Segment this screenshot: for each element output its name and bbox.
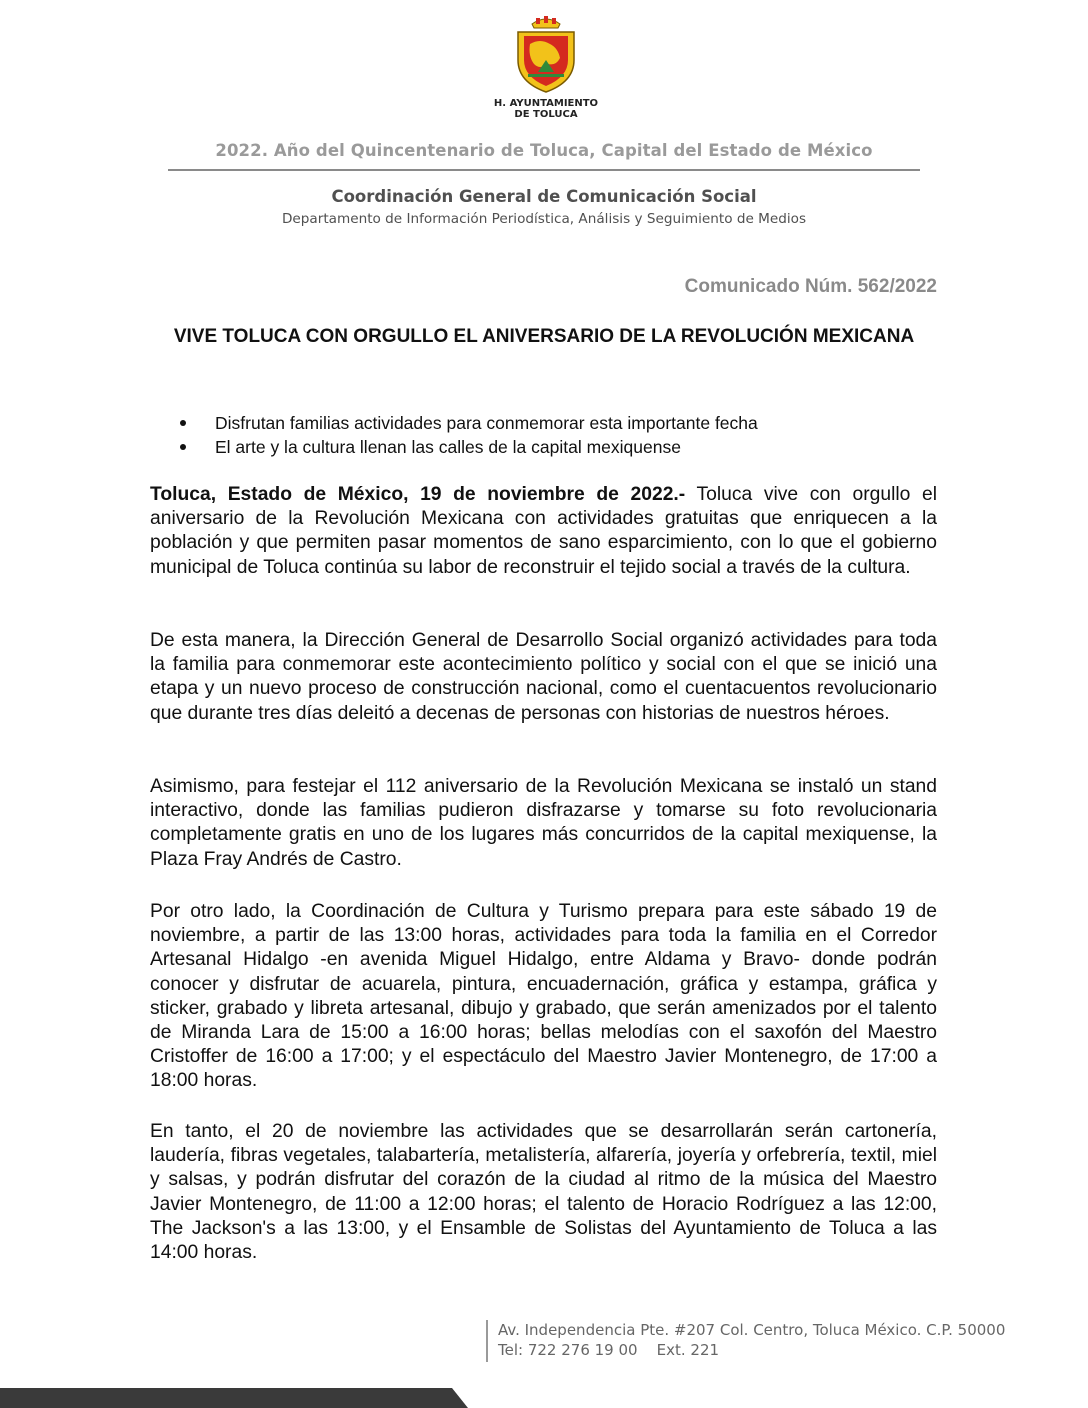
bullet-item — [180, 435, 758, 459]
year-motto: 2022. Año del Quincentenario de Toluca, Capital del Estado de México — [215, 141, 873, 160]
summary-bullets — [180, 411, 758, 459]
coordination-title: Coordinación General de Comunicación Social — [331, 187, 757, 206]
headline: VIVE TOLUCA CON ORGULLO EL ANIVERSARIO DE LA REVOLUCIÓN MEXICANA — [173, 326, 915, 347]
footer-band — [0, 1388, 468, 1408]
paragraph-3: Asimismo, para festejar el 112 aniversario de la Revolución Mexicana se instaló un stand interactivo, donde las familias pudieron disfrazarse y tomarse su foto revolucionaria completamente gratis en uno de los lugares más concurridos de la capital mexiquense, la Plaza Fray Andrés de Castro. — [150, 776, 937, 870]
bullet-item — [180, 411, 758, 435]
footer-contact — [498, 1320, 1005, 1360]
footer-address: Av. Independencia Pte. #207 Col. Centro, Toluca México. C.P. 50000 — [498, 1321, 1006, 1339]
dateline: Toluca, Estado de México, 19 de noviembre de 2022.- — [150, 484, 686, 505]
logo-caption-line1: H. AYUNTAMIENTO — [493, 98, 599, 109]
shield-icon — [510, 14, 582, 96]
paragraph-4: Por otro lado, la Coordinación de Cultura y Turismo prepara para este sábado 19 de noviembre, a partir de las 13:00 horas, actividades para toda la familia en el Corredor Artesanal Hidalgo -en avenida Miguel Hidalgo, entre Aldama y Bravo- donde podrán conocer y disfrutar de acuarela, pintura, encuadernación, gráfica y estampa, gráfica y sticker, grabado y libreta artesanal, dibujo y grabado, que serán amenizados por el talento de Miranda Lara de 15:00 a 16:00 horas; bellas melodías con el saxofón del Maestro Cristoffer de 16:00 a 17:00; y el espectáculo del Maestro Javier Montenegro, de 17:00 a 18:00 horas. — [150, 901, 937, 1092]
department-subtitle: Departamento de Información Periodística, Análisis y Seguimiento de Medios — [281, 211, 807, 227]
footer-divider — [486, 1320, 488, 1362]
footer-phone: Tel: 722 276 19 00 Ext. 221 — [498, 1341, 720, 1359]
paragraph-1-text: Toluca vive con orgullo el aniversario de la Revolución Mexicana con actividades gratuitas que enriquecen a la población y que permiten pasar momentos de sano esparcimiento, con lo que el gobierno municipal de Toluca continúa su labor de reconstruir el tejido social a través de la cultura. — [150, 484, 937, 578]
logo-caption-line2: DE TOLUCA — [514, 109, 578, 120]
bullet-text: Disfrutan familias actividades para conmemorar esta importante fecha — [215, 413, 758, 433]
paragraph-1 — [150, 483, 937, 580]
bullet-dot-icon — [180, 420, 186, 426]
bullet-dot-icon — [180, 444, 186, 450]
header-divider — [168, 169, 920, 171]
bullet-text: El arte y la cultura llenan las calles de la capital mexiquense — [215, 437, 681, 457]
paragraph-2: De esta manera, la Dirección General de Desarrollo Social organizó actividades para toda la familia para conmemorar este acontecimiento político y social con el que se inició una etapa y un nuevo proceso de construcción nacional, como el cuentacuentos revolucionario que durante tres días deleitó a decenas de personas con historias de nuestros héroes. — [150, 630, 937, 724]
release-number: Comunicado Núm. 562/2022 — [684, 276, 937, 297]
municipal-logo — [492, 14, 600, 122]
paragraph-5: En tanto, el 20 de noviembre las actividades que se desarrollarán serán cartonería, laudería, fibras vegetales, talabartería, metalistería, alfarería, joyería y orfebrería, textil, miel y salsas, y podrán disfrutar del corazón de la ciudad al ritmo de la música del Maestro Javier Montenegro, de 11:00 a 12:00 horas; el talento de Horacio Rodríguez a las 12:00, The Jackson's a las 13:00, y el Ensamble de Solistas del Ayuntamiento de Toluca a las 14:00 horas. — [150, 1121, 937, 1264]
